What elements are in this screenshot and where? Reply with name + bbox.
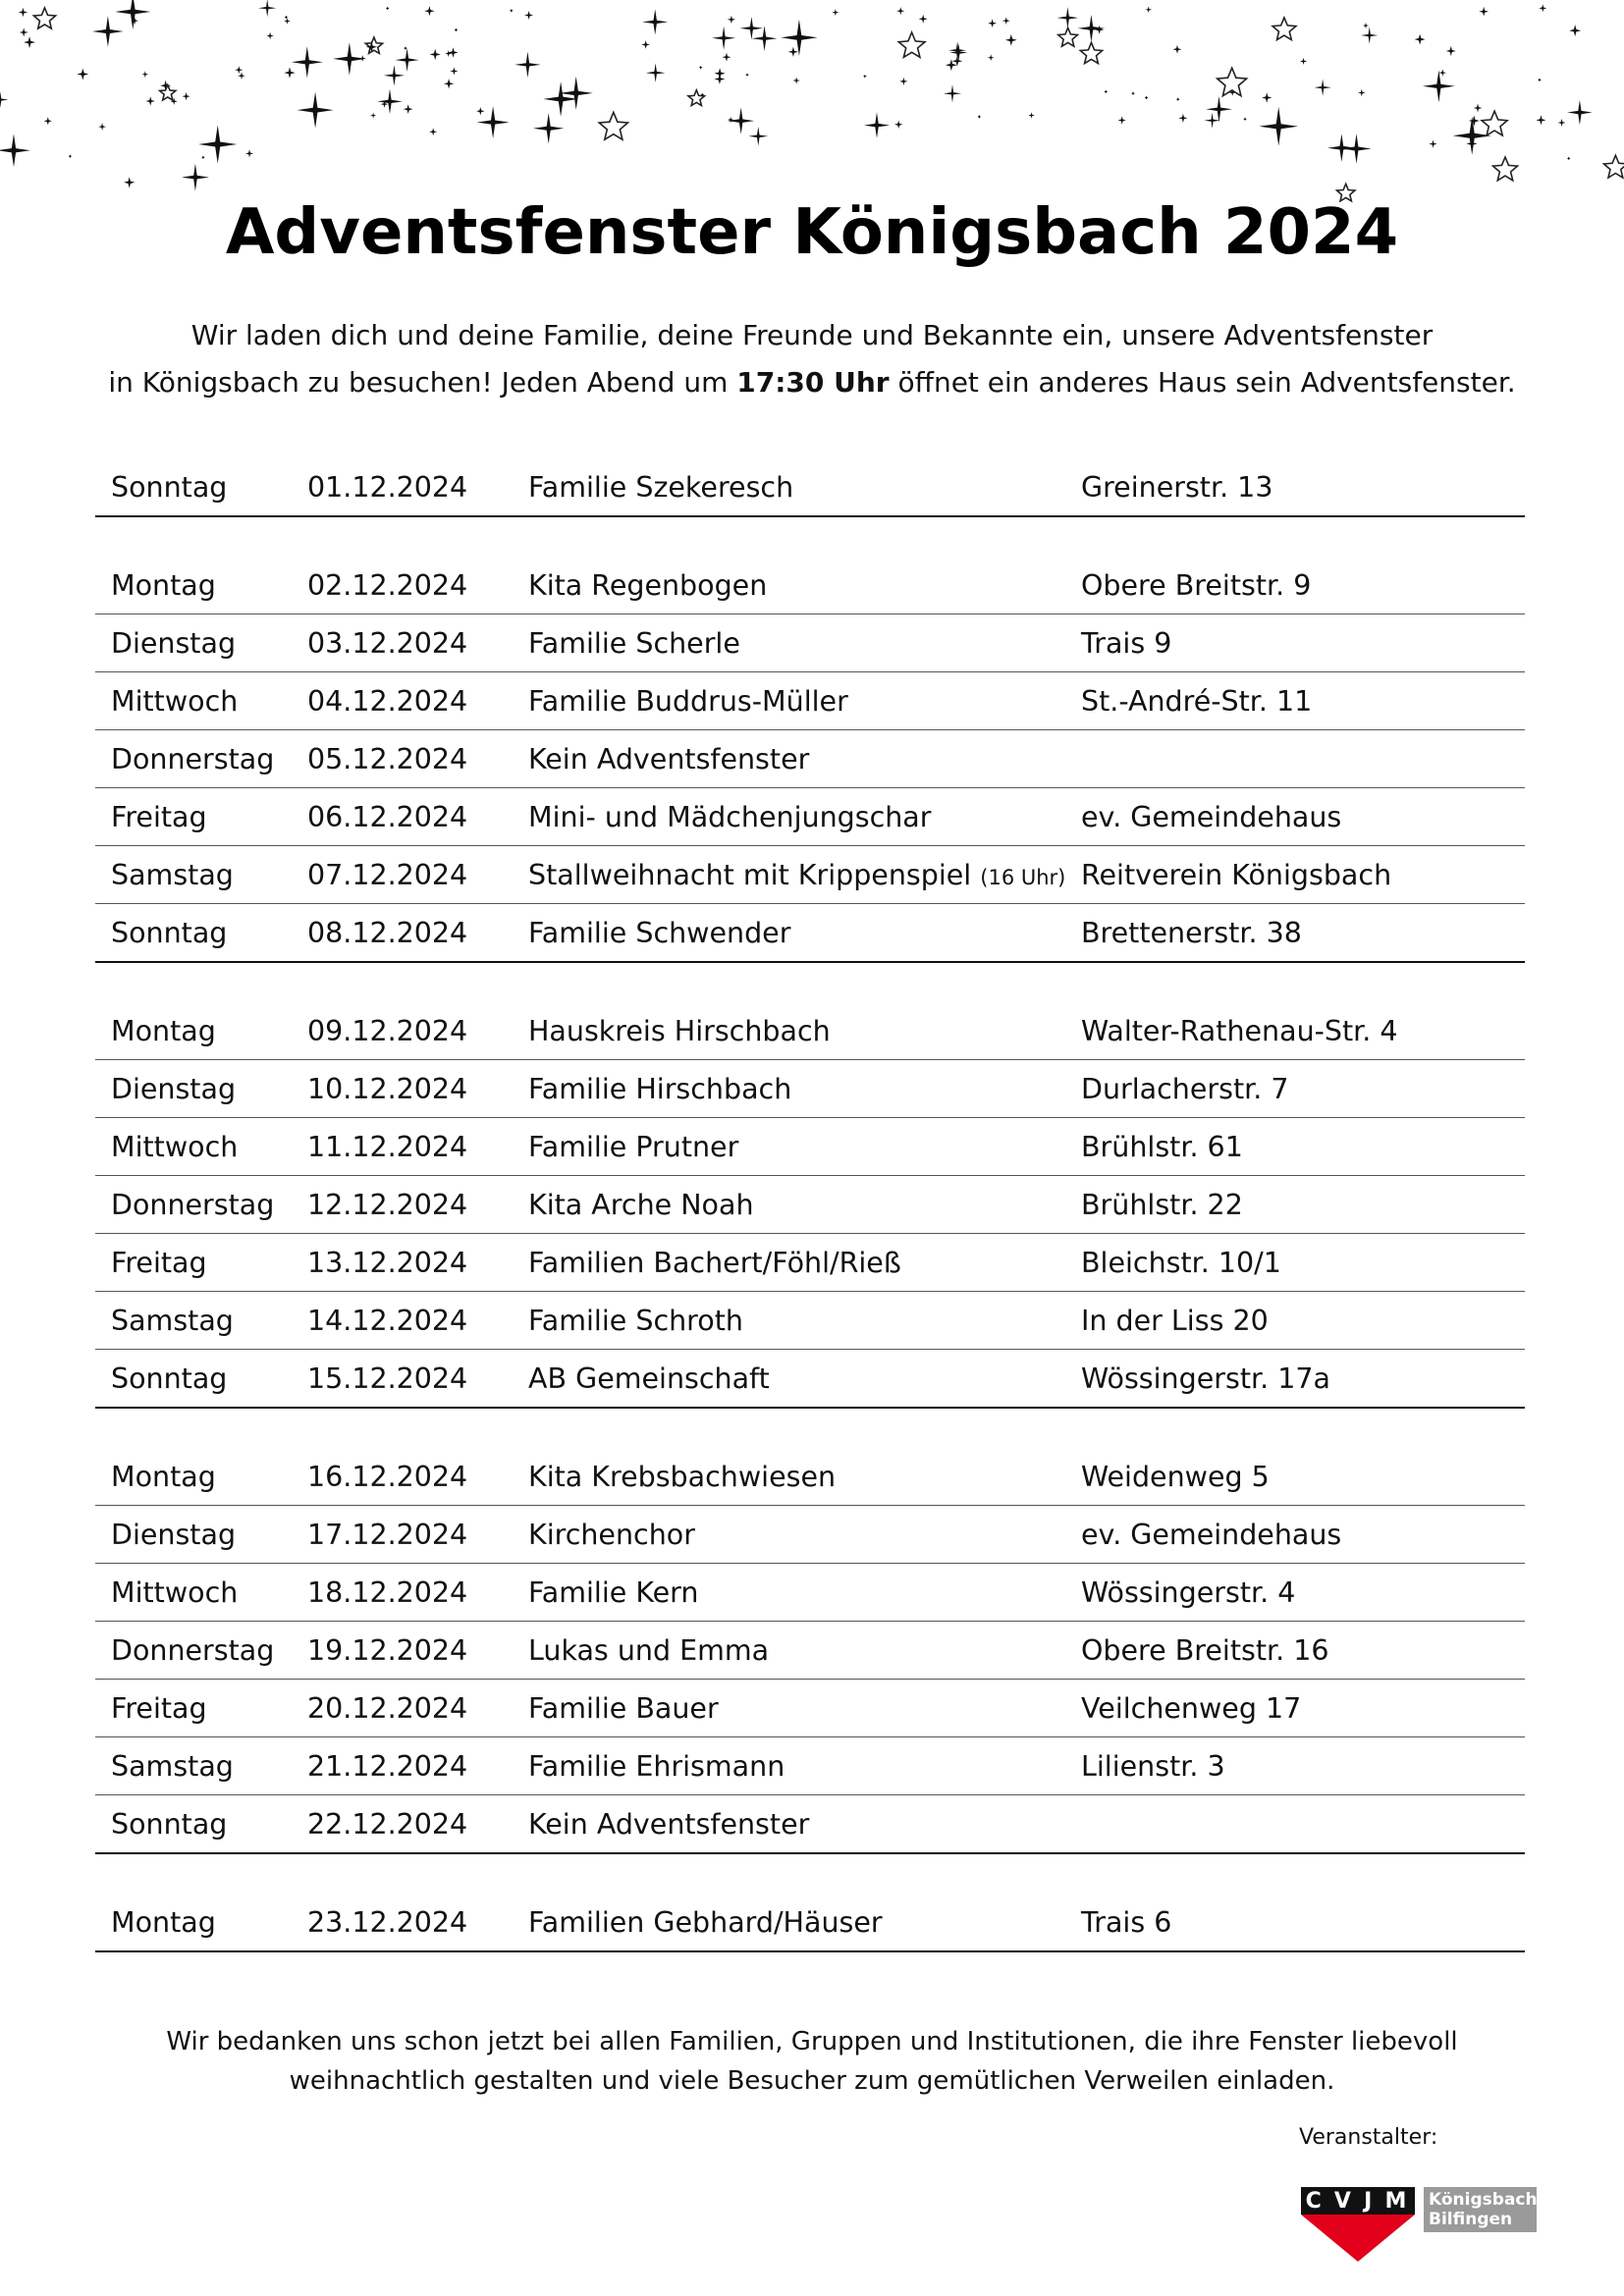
star-icon: [896, 7, 904, 15]
host-name: Kein Adventsfenster: [528, 1807, 810, 1841]
address-cell: Wössingerstr. 4: [1081, 1575, 1296, 1609]
schedule-row: [95, 672, 1525, 730]
star-icon: [740, 17, 763, 39]
star-icon: [894, 121, 903, 129]
weekday-cell: Freitag: [111, 1246, 207, 1279]
address-cell: Durlacherstr. 7: [1081, 1072, 1289, 1105]
star-icon: [646, 63, 666, 82]
schedule-row: [95, 1292, 1525, 1350]
host-name: Hauskreis Hirschbach: [528, 1014, 831, 1047]
star-icon: [1078, 15, 1106, 42]
star-icon: [124, 177, 135, 187]
star-icon: [688, 90, 705, 106]
date-cell: 22.12.2024: [307, 1807, 468, 1841]
weekday-cell: Freitag: [111, 1691, 207, 1725]
cvjm-logo-bar: [1301, 2187, 1415, 2215]
star-icon: [543, 81, 578, 117]
star-icon: [864, 113, 890, 138]
date-cell: 21.12.2024: [307, 1749, 468, 1783]
star-icon: [524, 11, 533, 20]
host-name: Kita Regenbogen: [528, 568, 768, 602]
logo-letter: C: [1305, 2188, 1326, 2214]
host-note: (16 Uhr): [980, 865, 1066, 889]
date-cell: 02.12.2024: [307, 568, 468, 602]
cvjm-logo-place: [1424, 2187, 1537, 2232]
host-name: Lukas und Emma: [528, 1633, 770, 1667]
logo-place-1: Königsbach: [1429, 2190, 1538, 2210]
address-cell: St.-André-Str. 11: [1081, 684, 1313, 718]
star-icon: [1205, 113, 1220, 129]
schedule-table: [95, 458, 1525, 1952]
star-icon: [1479, 7, 1489, 17]
star-icon: [1262, 92, 1272, 102]
host-name: Kein Adventsfenster: [528, 742, 810, 775]
star-icon: [266, 32, 274, 40]
organizer-label: Veranstalter:: [1299, 2125, 1438, 2150]
address-cell: Trais 6: [1081, 1905, 1172, 1939]
star-icon: [476, 107, 484, 115]
host-cell: [528, 569, 1081, 602]
weekday-cell: Samstag: [111, 1304, 234, 1337]
star-icon: [1558, 119, 1566, 127]
intro-time: 17:30 Uhr: [736, 366, 890, 399]
weekday-cell: Sonntag: [111, 916, 228, 949]
star-icon: [1474, 104, 1483, 113]
host-name: AB Gemeinschaft: [528, 1362, 770, 1395]
star-icon: [1057, 7, 1079, 28]
star-icon: [863, 75, 867, 79]
address-cell: Brettenerstr. 38: [1081, 916, 1302, 949]
star-icon: [1105, 90, 1109, 94]
host-name: Familien Gebhard/Häuser: [528, 1905, 883, 1939]
week-group: [95, 1894, 1525, 1952]
schedule-row: [95, 788, 1525, 846]
weekday-cell: Donnerstag: [111, 1633, 275, 1667]
star-icon: [115, 0, 150, 29]
star-icon: [728, 16, 735, 24]
star-icon: [160, 85, 176, 101]
address-cell: Lilienstr. 3: [1081, 1749, 1225, 1783]
date-cell: 06.12.2024: [307, 800, 468, 833]
star-icon: [1131, 91, 1135, 95]
date-cell: 11.12.2024: [307, 1130, 468, 1163]
star-icon: [448, 47, 458, 57]
schedule-row: [95, 730, 1525, 788]
schedule-row: [95, 1060, 1525, 1118]
weekday-cell: Mittwoch: [111, 1130, 239, 1163]
week-group: [95, 1002, 1525, 1409]
star-icon: [1539, 4, 1546, 12]
host-cell: [528, 1634, 1081, 1667]
star-icon: [284, 18, 291, 25]
star-icon: [19, 8, 27, 17]
star-icon: [284, 67, 295, 78]
date-cell: 20.12.2024: [307, 1691, 468, 1725]
stars-decoration-icon: [0, 0, 1624, 226]
star-icon: [1315, 80, 1331, 96]
star-icon: [77, 69, 88, 80]
host-name: Familie Buddrus-Müller: [528, 684, 848, 718]
star-icon: [285, 16, 289, 20]
host-cell: [528, 627, 1081, 660]
star-icon: [20, 27, 28, 36]
weekday-cell: Freitag: [111, 800, 207, 833]
star-icon: [201, 156, 205, 160]
star-icon: [1173, 45, 1182, 54]
star-icon: [948, 41, 966, 59]
address-cell: Wössingerstr. 17a: [1081, 1362, 1330, 1395]
star-icon: [978, 115, 982, 119]
star-icon: [0, 92, 8, 108]
host-name: Familie Szekeresch: [528, 470, 794, 504]
star-icon: [641, 40, 650, 49]
weekday-cell: Mittwoch: [111, 1575, 239, 1609]
schedule-row: [95, 1118, 1525, 1176]
star-icon: [1363, 23, 1369, 28]
host-name: Stallweihnacht mit Krippenspiel: [528, 858, 972, 891]
date-cell: 07.12.2024: [307, 858, 468, 891]
address-cell: ev. Gemeindehaus: [1081, 1518, 1342, 1551]
star-icon: [450, 67, 458, 75]
date-cell: 03.12.2024: [307, 626, 468, 660]
host-cell: [528, 1906, 1081, 1939]
intro-line-2-post: öffnet ein anderes Haus sein Adventsfenster.: [889, 366, 1516, 399]
host-name: Mini- und Mädchenjungschar: [528, 800, 932, 833]
date-cell: 08.12.2024: [307, 916, 468, 949]
star-icon: [1028, 112, 1035, 118]
address-cell: Bleichstr. 10/1: [1081, 1246, 1281, 1279]
star-icon: [444, 79, 454, 88]
page-title: Adventsfenster Königsbach 2024: [225, 196, 1399, 269]
weekday-cell: Dienstag: [111, 1072, 237, 1105]
star-icon: [1259, 107, 1298, 146]
star-icon: [359, 55, 366, 62]
date-cell: 01.12.2024: [307, 470, 468, 504]
schedule-row: [95, 904, 1525, 961]
host-cell: [528, 685, 1081, 718]
star-icon: [1176, 97, 1180, 101]
host-cell: [528, 1189, 1081, 1221]
closing-line-2: weihnachtlich gestalten und viele Besucher zum gemütlichen Verweilen einladen.: [289, 2066, 1335, 2096]
date-cell: 14.12.2024: [307, 1304, 468, 1337]
star-icon: [298, 92, 334, 129]
star-icon: [514, 52, 541, 79]
date-cell: 16.12.2024: [307, 1460, 468, 1493]
host-name: Familie Bauer: [528, 1691, 719, 1725]
logo-place-2: Bilfingen: [1429, 2210, 1513, 2229]
star-icon: [455, 28, 459, 32]
star-icon: [1536, 115, 1545, 125]
star-icon: [1569, 25, 1581, 36]
star-icon: [0, 133, 30, 167]
date-cell: 04.12.2024: [307, 684, 468, 718]
star-icon: [1341, 133, 1371, 163]
weekday-cell: Dienstag: [111, 626, 237, 660]
host-cell: [528, 1750, 1081, 1783]
weekday-cell: Samstag: [111, 1749, 234, 1783]
host-cell: [528, 917, 1081, 949]
star-icon: [365, 37, 382, 53]
star-icon: [599, 112, 627, 139]
star-icon: [1095, 26, 1104, 34]
star-icon: [728, 117, 734, 124]
date-cell: 09.12.2024: [307, 1014, 468, 1047]
star-icon: [146, 96, 155, 105]
star-icon: [748, 127, 768, 146]
schedule-row: [95, 1795, 1525, 1852]
star-icon: [988, 54, 995, 61]
star-icon: [424, 6, 434, 16]
intro-line-1: Wir laden dich und deine Familie, deine Freunde und Bekannte ein, unsere Adventsfenster: [190, 319, 1434, 351]
star-icon: [430, 49, 441, 60]
star-icon: [1058, 27, 1078, 46]
host-name: Familie Kern: [528, 1575, 699, 1609]
star-icon: [533, 113, 564, 143]
star-icon: [1145, 6, 1152, 13]
intro-line-2-pre: in Königsbach zu besuchen! Jeden Abend um: [108, 366, 737, 399]
schedule-row: [95, 1002, 1525, 1060]
intro-text: [0, 312, 1624, 406]
weekday-cell: Sonntag: [111, 1362, 228, 1395]
host-name: Familie Schroth: [528, 1304, 743, 1337]
star-icon: [788, 47, 798, 57]
schedule-row: [95, 1448, 1525, 1506]
star-icon: [1272, 18, 1296, 40]
star-icon: [1453, 117, 1491, 155]
host-name: Familie Schwender: [528, 916, 791, 949]
star-icon: [1466, 138, 1477, 149]
host-cell: [528, 471, 1081, 504]
star-icon: [752, 26, 778, 51]
star-icon: [384, 65, 405, 85]
star-icon: [183, 92, 190, 100]
host-cell: [528, 1692, 1081, 1725]
logo-letter: M: [1384, 2188, 1411, 2214]
cvjm-triangle-icon: [1301, 2215, 1415, 2262]
star-icon: [1005, 34, 1017, 46]
weekday-cell: Donnerstag: [111, 742, 275, 775]
host-cell: [528, 1305, 1081, 1337]
star-icon: [258, 0, 276, 17]
intro-line-2: [0, 359, 1624, 406]
star-icon: [899, 78, 907, 85]
star-icon: [33, 8, 55, 28]
weekday-cell: Sonntag: [111, 470, 228, 504]
address-cell: Obere Breitstr. 9: [1081, 568, 1312, 602]
schedule-row: [95, 1234, 1525, 1292]
star-icon: [1415, 34, 1426, 45]
date-cell: 13.12.2024: [307, 1246, 468, 1279]
star-icon: [510, 9, 514, 13]
star-icon: [445, 50, 452, 57]
star-icon: [1439, 69, 1447, 77]
star-icon: [396, 48, 419, 72]
address-cell: Trais 9: [1081, 626, 1172, 660]
star-icon: [898, 32, 925, 57]
address-cell: Brühlstr. 61: [1081, 1130, 1243, 1163]
star-icon: [715, 74, 726, 84]
week-group: [95, 557, 1525, 963]
host-cell: [528, 1461, 1081, 1493]
address-cell: ev. Gemeindehaus: [1081, 800, 1342, 833]
star-icon: [988, 19, 997, 27]
date-cell: 18.12.2024: [307, 1575, 468, 1609]
weekday-cell: Montag: [111, 568, 216, 602]
star-icon: [712, 27, 735, 50]
star-icon: [1423, 70, 1455, 102]
star-icon: [1469, 116, 1480, 127]
star-icon: [781, 20, 817, 56]
schedule-row: [95, 1564, 1525, 1622]
star-icon: [198, 125, 237, 163]
weekday-cell: Mittwoch: [111, 684, 239, 718]
star-icon: [1145, 96, 1149, 100]
host-cell: [528, 1576, 1081, 1609]
schedule-row: [95, 1737, 1525, 1795]
star-icon: [699, 66, 703, 70]
host-cell: [528, 1247, 1081, 1279]
star-icon: [182, 164, 209, 191]
schedule-row: [95, 1176, 1525, 1234]
address-cell: Obere Breitstr. 16: [1081, 1633, 1329, 1667]
weekday-cell: Dienstag: [111, 1518, 237, 1551]
star-icon: [292, 46, 323, 78]
logo-letter: V: [1333, 2188, 1355, 2214]
schedule-row: [95, 1350, 1525, 1407]
address-cell: Reitverein Königsbach: [1081, 858, 1392, 891]
address-cell: Veilchenweg 17: [1081, 1691, 1302, 1725]
star-icon: [1604, 155, 1624, 178]
star-icon: [404, 104, 413, 114]
star-icon: [1243, 118, 1247, 122]
weekday-cell: Montag: [111, 1905, 216, 1939]
date-cell: 10.12.2024: [307, 1072, 468, 1105]
star-icon: [141, 71, 148, 78]
date-cell: 23.12.2024: [307, 1905, 468, 1939]
star-icon: [1206, 96, 1232, 123]
schedule-row: [95, 458, 1525, 515]
host-name: Familie Hirschbach: [528, 1072, 792, 1105]
cvjm-logo: [1301, 2163, 1537, 2262]
schedule-row: [95, 1506, 1525, 1564]
host-cell: [528, 1362, 1081, 1395]
host-cell: [528, 1808, 1081, 1841]
schedule-row: [95, 614, 1525, 672]
star-icon: [944, 84, 961, 102]
host-cell: [528, 1015, 1081, 1047]
star-icon: [1429, 140, 1436, 148]
address-cell: Brühlstr. 22: [1081, 1188, 1243, 1221]
star-icon: [1178, 114, 1187, 123]
schedule-row: [95, 846, 1525, 904]
star-icon: [370, 113, 376, 119]
weekday-cell: Sonntag: [111, 1807, 228, 1841]
logo-letter: J: [1364, 2188, 1377, 2214]
host-name: Familien Bachert/Föhl/Rieß: [528, 1246, 901, 1279]
address-cell: Weidenweg 5: [1081, 1460, 1270, 1493]
week-group: [95, 1448, 1525, 1854]
star-icon: [1080, 42, 1102, 63]
star-icon: [722, 53, 731, 62]
host-name: Kita Krebsbachwiesen: [528, 1460, 837, 1493]
star-icon: [1482, 111, 1507, 135]
star-icon: [792, 77, 800, 84]
schedule-row: [95, 1622, 1525, 1680]
date-cell: 17.12.2024: [307, 1518, 468, 1551]
star-icon: [949, 43, 967, 61]
star-icon: [1493, 157, 1518, 181]
star-icon: [44, 117, 52, 125]
host-name: Kita Arche Noah: [528, 1188, 754, 1221]
star-icon: [429, 128, 437, 135]
host-cell: [528, 743, 1081, 775]
host-name: Familie Prutner: [528, 1130, 739, 1163]
weekday-cell: Samstag: [111, 858, 234, 891]
star-icon: [1361, 27, 1378, 43]
star-icon: [1567, 157, 1571, 161]
star-icon: [24, 36, 35, 48]
weekday-cell: Montag: [111, 1460, 216, 1493]
host-cell: [528, 859, 1081, 891]
closing-text: [0, 2022, 1624, 2101]
weekday-cell: Donnerstag: [111, 1188, 275, 1221]
date-cell: 19.12.2024: [307, 1633, 468, 1667]
schedule-row: [95, 1894, 1525, 1950]
schedule-row: [95, 557, 1525, 614]
star-icon: [1446, 46, 1456, 56]
date-cell: 12.12.2024: [307, 1188, 468, 1221]
star-icon: [642, 9, 668, 34]
star-icon: [919, 15, 928, 24]
host-name: Familie Ehrismann: [528, 1749, 785, 1783]
weekday-cell: Montag: [111, 1014, 216, 1047]
date-cell: 15.12.2024: [307, 1362, 468, 1395]
star-icon: [98, 123, 106, 131]
address-cell: In der Liss 20: [1081, 1304, 1269, 1337]
star-icon: [1358, 89, 1366, 97]
star-icon: [386, 7, 390, 11]
host-cell: [528, 1131, 1081, 1163]
address-cell: Walter-Rathenau-Str. 4: [1081, 1014, 1398, 1047]
host-cell: [528, 801, 1081, 833]
address-cell: Greinerstr. 13: [1081, 470, 1273, 504]
host-name: Kirchenchor: [528, 1518, 695, 1551]
star-icon: [92, 16, 124, 47]
host-cell: [528, 1073, 1081, 1105]
date-cell: 05.12.2024: [307, 742, 468, 775]
host-cell: [528, 1519, 1081, 1551]
star-icon: [1118, 116, 1126, 124]
star-icon: [1300, 58, 1307, 65]
star-icon: [377, 89, 403, 115]
star-icon: [745, 73, 749, 77]
star-icon: [728, 108, 754, 134]
star-icon: [1567, 100, 1592, 125]
star-icon: [1002, 17, 1010, 25]
star-icon: [1538, 79, 1542, 82]
closing-line-1: Wir bedanken uns schon jetzt bei allen Familien, Gruppen und Institutionen, die ihre Fenster liebevoll: [166, 2027, 1458, 2056]
host-name: Familie Scherle: [528, 626, 740, 660]
week-group: [95, 458, 1525, 517]
star-icon: [560, 77, 593, 110]
star-icon: [404, 46, 407, 50]
star-icon: [245, 149, 253, 157]
star-icon: [832, 9, 839, 16]
star-icon: [69, 154, 73, 158]
schedule-row: [95, 1680, 1525, 1737]
